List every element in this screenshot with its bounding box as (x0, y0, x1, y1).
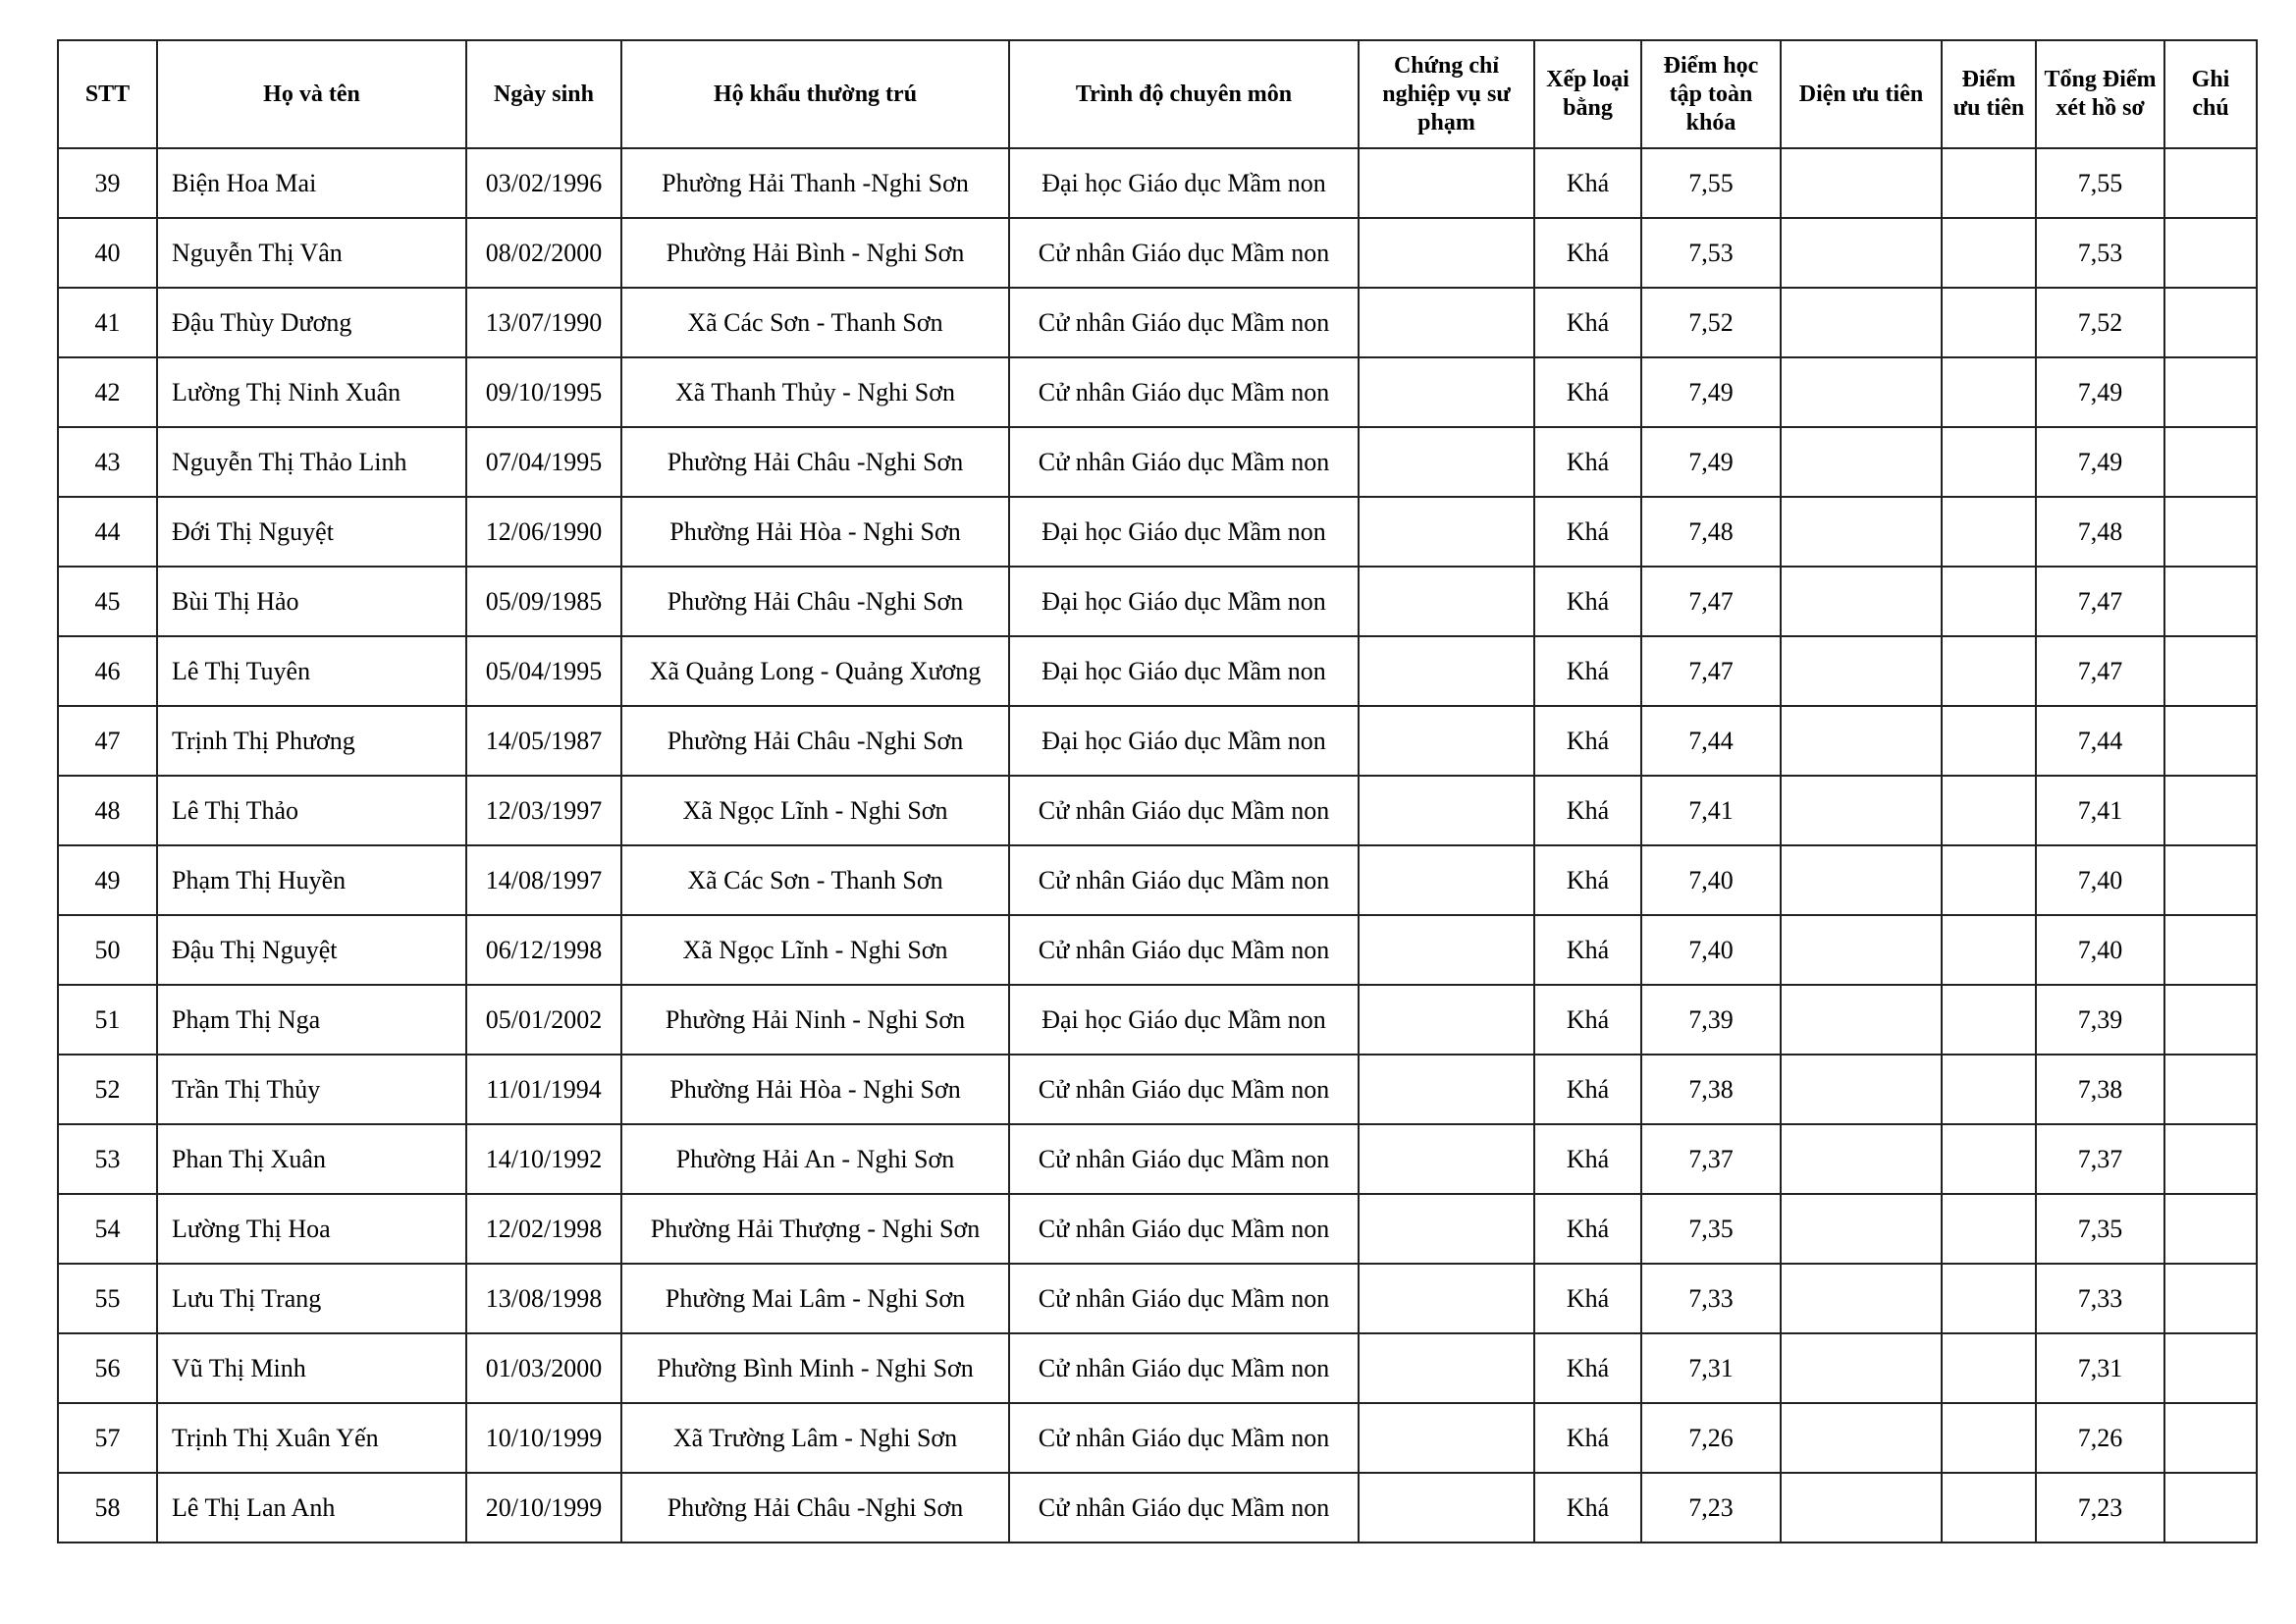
study-score-cell: 7,38 (1641, 1055, 1781, 1124)
priority-group-cell (1781, 915, 1942, 985)
stt-cell: 45 (58, 567, 157, 636)
header-study-score: Điểm học tập toàn khóa (1641, 40, 1781, 148)
table-row (58, 1333, 2257, 1403)
name-cell: Phạm Thị Nga (157, 985, 466, 1055)
study-score-cell: 7,40 (1641, 845, 1781, 915)
qualification-cell: Cử nhân Giáo dục Mầm non (1009, 1124, 1359, 1194)
notes-cell (2164, 357, 2257, 427)
total-score-cell: 7,33 (2036, 1264, 2164, 1333)
notes-cell (2164, 1194, 2257, 1264)
priority-score-cell (1942, 845, 2036, 915)
rank-cell: Khá (1534, 985, 1641, 1055)
study-score-cell: 7,31 (1641, 1333, 1781, 1403)
rank-cell: Khá (1534, 706, 1641, 776)
candidate-table (57, 39, 2258, 1543)
residence-cell: Xã Các Sơn - Thanh Sơn (621, 288, 1009, 357)
study-score-cell: 7,26 (1641, 1403, 1781, 1473)
stt-cell: 42 (58, 357, 157, 427)
priority-score-cell (1942, 567, 2036, 636)
notes-cell (2164, 985, 2257, 1055)
certificate-cell (1359, 1055, 1534, 1124)
header-full-name: Họ và tên (157, 40, 466, 148)
stt-cell: 44 (58, 497, 157, 567)
table-row (58, 218, 2257, 288)
total-score-cell: 7,52 (2036, 288, 2164, 357)
notes-cell (2164, 1473, 2257, 1543)
residence-cell: Phường Hải An - Nghi Sơn (621, 1124, 1009, 1194)
stt-cell: 47 (58, 706, 157, 776)
header-date-of-birth: Ngày sinh (466, 40, 621, 148)
priority-score-cell (1942, 706, 2036, 776)
stt-cell: 49 (58, 845, 157, 915)
priority-group-cell (1781, 1055, 1942, 1124)
priority-score-cell (1942, 915, 2036, 985)
table-body (58, 148, 2257, 1543)
table-row (58, 427, 2257, 497)
name-cell: Nguyễn Thị Vân (157, 218, 466, 288)
priority-group-cell (1781, 218, 1942, 288)
stt-cell: 41 (58, 288, 157, 357)
priority-group-cell (1781, 357, 1942, 427)
name-cell: Lê Thị Lan Anh (157, 1473, 466, 1543)
stt-cell: 43 (58, 427, 157, 497)
table-header-row (58, 40, 2257, 148)
notes-cell (2164, 636, 2257, 706)
header-degree-rank: Xếp loại bằng (1534, 40, 1641, 148)
name-cell: Lường Thị Ninh Xuân (157, 357, 466, 427)
stt-cell: 50 (58, 915, 157, 985)
residence-cell: Phường Hải Bình - Nghi Sơn (621, 218, 1009, 288)
notes-cell (2164, 288, 2257, 357)
name-cell: Nguyễn Thị Thảo Linh (157, 427, 466, 497)
dob-cell: 08/02/2000 (466, 218, 621, 288)
total-score-cell: 7,26 (2036, 1403, 2164, 1473)
priority-score-cell (1942, 427, 2036, 497)
qualification-cell: Cử nhân Giáo dục Mầm non (1009, 218, 1359, 288)
table-row (58, 1124, 2257, 1194)
study-score-cell: 7,52 (1641, 288, 1781, 357)
table-row (58, 357, 2257, 427)
table-row (58, 567, 2257, 636)
residence-cell: Phường Hải Thượng - Nghi Sơn (621, 1194, 1009, 1264)
priority-score-cell (1942, 985, 2036, 1055)
table-row (58, 497, 2257, 567)
rank-cell: Khá (1534, 1403, 1641, 1473)
total-score-cell: 7,53 (2036, 218, 2164, 288)
certificate-cell (1359, 706, 1534, 776)
table-row (58, 1194, 2257, 1264)
notes-cell (2164, 567, 2257, 636)
priority-score-cell (1942, 148, 2036, 218)
qualification-cell: Cử nhân Giáo dục Mầm non (1009, 776, 1359, 845)
dob-cell: 06/12/1998 (466, 915, 621, 985)
name-cell: Trịnh Thị Phương (157, 706, 466, 776)
qualification-cell: Cử nhân Giáo dục Mầm non (1009, 1403, 1359, 1473)
notes-cell (2164, 497, 2257, 567)
qualification-cell: Cử nhân Giáo dục Mầm non (1009, 427, 1359, 497)
study-score-cell: 7,40 (1641, 915, 1781, 985)
total-score-cell: 7,39 (2036, 985, 2164, 1055)
residence-cell: Xã Quảng Long - Quảng Xương (621, 636, 1009, 706)
priority-score-cell (1942, 776, 2036, 845)
stt-cell: 51 (58, 985, 157, 1055)
residence-cell: Phường Hải Thanh -Nghi Sơn (621, 148, 1009, 218)
residence-cell: Phường Hải Hòa - Nghi Sơn (621, 497, 1009, 567)
rank-cell: Khá (1534, 1055, 1641, 1124)
priority-group-cell (1781, 148, 1942, 218)
notes-cell (2164, 218, 2257, 288)
stt-cell: 58 (58, 1473, 157, 1543)
certificate-cell (1359, 218, 1534, 288)
study-score-cell: 7,48 (1641, 497, 1781, 567)
certificate-cell (1359, 497, 1534, 567)
priority-score-cell (1942, 1403, 2036, 1473)
header-permanent-residence: Hộ khẩu thường trú (621, 40, 1009, 148)
total-score-cell: 7,38 (2036, 1055, 2164, 1124)
dob-cell: 03/02/1996 (466, 148, 621, 218)
table-row (58, 1473, 2257, 1543)
name-cell: Lê Thị Tuyên (157, 636, 466, 706)
stt-cell: 54 (58, 1194, 157, 1264)
total-score-cell: 7,49 (2036, 427, 2164, 497)
table-row (58, 636, 2257, 706)
certificate-cell (1359, 985, 1534, 1055)
total-score-cell: 7,47 (2036, 567, 2164, 636)
dob-cell: 12/06/1990 (466, 497, 621, 567)
total-score-cell: 7,23 (2036, 1473, 2164, 1543)
qualification-cell: Đại học Giáo dục Mầm non (1009, 497, 1359, 567)
residence-cell: Phường Hải Châu -Nghi Sơn (621, 1473, 1009, 1543)
name-cell: Lưu Thị Trang (157, 1264, 466, 1333)
stt-cell: 52 (58, 1055, 157, 1124)
study-score-cell: 7,41 (1641, 776, 1781, 845)
rank-cell: Khá (1534, 1333, 1641, 1403)
name-cell: Đới Thị Nguyệt (157, 497, 466, 567)
header-stt: STT (58, 40, 157, 148)
qualification-cell: Đại học Giáo dục Mầm non (1009, 706, 1359, 776)
name-cell: Đậu Thị Nguyệt (157, 915, 466, 985)
dob-cell: 07/04/1995 (466, 427, 621, 497)
priority-group-cell (1781, 845, 1942, 915)
residence-cell: Xã Trường Lâm - Nghi Sơn (621, 1403, 1009, 1473)
certificate-cell (1359, 1124, 1534, 1194)
study-score-cell: 7,35 (1641, 1194, 1781, 1264)
dob-cell: 12/02/1998 (466, 1194, 621, 1264)
study-score-cell: 7,49 (1641, 427, 1781, 497)
rank-cell: Khá (1534, 567, 1641, 636)
residence-cell: Xã Ngọc Lĩnh - Nghi Sơn (621, 776, 1009, 845)
priority-score-cell (1942, 357, 2036, 427)
dob-cell: 05/01/2002 (466, 985, 621, 1055)
notes-cell (2164, 1055, 2257, 1124)
rank-cell: Khá (1534, 636, 1641, 706)
residence-cell: Xã Thanh Thủy - Nghi Sơn (621, 357, 1009, 427)
header-pedagogy-certificate: Chứng chỉ nghiệp vụ sư phạm (1359, 40, 1534, 148)
priority-score-cell (1942, 1333, 2036, 1403)
dob-cell: 13/08/1998 (466, 1264, 621, 1333)
name-cell: Trần Thị Thủy (157, 1055, 466, 1124)
notes-cell (2164, 1403, 2257, 1473)
qualification-cell: Đại học Giáo dục Mầm non (1009, 567, 1359, 636)
certificate-cell (1359, 567, 1534, 636)
qualification-cell: Cử nhân Giáo dục Mầm non (1009, 845, 1359, 915)
rank-cell: Khá (1534, 357, 1641, 427)
dob-cell: 20/10/1999 (466, 1473, 621, 1543)
residence-cell: Phường Mai Lâm - Nghi Sơn (621, 1264, 1009, 1333)
priority-score-cell (1942, 1194, 2036, 1264)
total-score-cell: 7,44 (2036, 706, 2164, 776)
priority-group-cell (1781, 706, 1942, 776)
residence-cell: Phường Hải Châu -Nghi Sơn (621, 567, 1009, 636)
priority-group-cell (1781, 985, 1942, 1055)
notes-cell (2164, 776, 2257, 845)
certificate-cell (1359, 288, 1534, 357)
table-row (58, 288, 2257, 357)
priority-group-cell (1781, 1264, 1942, 1333)
header-qualification: Trình độ chuyên môn (1009, 40, 1359, 148)
residence-cell: Phường Hải Hòa - Nghi Sơn (621, 1055, 1009, 1124)
table-row (58, 1403, 2257, 1473)
name-cell: Phạm Thị Huyền (157, 845, 466, 915)
certificate-cell (1359, 915, 1534, 985)
priority-group-cell (1781, 636, 1942, 706)
qualification-cell: Đại học Giáo dục Mầm non (1009, 148, 1359, 218)
dob-cell: 14/05/1987 (466, 706, 621, 776)
name-cell: Vũ Thị Minh (157, 1333, 466, 1403)
table-row (58, 845, 2257, 915)
rank-cell: Khá (1534, 845, 1641, 915)
total-score-cell: 7,48 (2036, 497, 2164, 567)
total-score-cell: 7,40 (2036, 845, 2164, 915)
total-score-cell: 7,47 (2036, 636, 2164, 706)
rank-cell: Khá (1534, 288, 1641, 357)
name-cell: Lê Thị Thảo (157, 776, 466, 845)
certificate-cell (1359, 1194, 1534, 1264)
total-score-cell: 7,49 (2036, 357, 2164, 427)
header-notes: Ghi chú (2164, 40, 2257, 148)
header-priority-group: Diện ưu tiên (1781, 40, 1942, 148)
priority-group-cell (1781, 1473, 1942, 1543)
priority-score-cell (1942, 1264, 2036, 1333)
study-score-cell: 7,44 (1641, 706, 1781, 776)
residence-cell: Phường Hải Châu -Nghi Sơn (621, 706, 1009, 776)
priority-score-cell (1942, 1055, 2036, 1124)
residence-cell: Phường Bình Minh - Nghi Sơn (621, 1333, 1009, 1403)
priority-group-cell (1781, 567, 1942, 636)
dob-cell: 10/10/1999 (466, 1403, 621, 1473)
dob-cell: 13/07/1990 (466, 288, 621, 357)
rank-cell: Khá (1534, 218, 1641, 288)
certificate-cell (1359, 148, 1534, 218)
stt-cell: 39 (58, 148, 157, 218)
table-row (58, 1055, 2257, 1124)
study-score-cell: 7,53 (1641, 218, 1781, 288)
priority-group-cell (1781, 1194, 1942, 1264)
total-score-cell: 7,35 (2036, 1194, 2164, 1264)
table-row (58, 985, 2257, 1055)
qualification-cell: Cử nhân Giáo dục Mầm non (1009, 1055, 1359, 1124)
name-cell: Phan Thị Xuân (157, 1124, 466, 1194)
certificate-cell (1359, 636, 1534, 706)
stt-cell: 53 (58, 1124, 157, 1194)
name-cell: Lường Thị Hoa (157, 1194, 466, 1264)
notes-cell (2164, 845, 2257, 915)
dob-cell: 09/10/1995 (466, 357, 621, 427)
qualification-cell: Đại học Giáo dục Mầm non (1009, 636, 1359, 706)
qualification-cell: Cử nhân Giáo dục Mầm non (1009, 915, 1359, 985)
priority-score-cell (1942, 497, 2036, 567)
certificate-cell (1359, 1264, 1534, 1333)
rank-cell: Khá (1534, 1194, 1641, 1264)
priority-group-cell (1781, 288, 1942, 357)
total-score-cell: 7,37 (2036, 1124, 2164, 1194)
residence-cell: Xã Ngọc Lĩnh - Nghi Sơn (621, 915, 1009, 985)
stt-cell: 46 (58, 636, 157, 706)
qualification-cell: Đại học Giáo dục Mầm non (1009, 985, 1359, 1055)
certificate-cell (1359, 1403, 1534, 1473)
priority-score-cell (1942, 288, 2036, 357)
total-score-cell: 7,41 (2036, 776, 2164, 845)
priority-score-cell (1942, 1473, 2036, 1543)
total-score-cell: 7,31 (2036, 1333, 2164, 1403)
name-cell: Trịnh Thị Xuân Yến (157, 1403, 466, 1473)
total-score-cell: 7,40 (2036, 915, 2164, 985)
notes-cell (2164, 148, 2257, 218)
notes-cell (2164, 1264, 2257, 1333)
priority-score-cell (1942, 218, 2036, 288)
notes-cell (2164, 706, 2257, 776)
stt-cell: 40 (58, 218, 157, 288)
qualification-cell: Cử nhân Giáo dục Mầm non (1009, 1264, 1359, 1333)
qualification-cell: Cử nhân Giáo dục Mầm non (1009, 1333, 1359, 1403)
priority-group-cell (1781, 1124, 1942, 1194)
rank-cell: Khá (1534, 776, 1641, 845)
study-score-cell: 7,49 (1641, 357, 1781, 427)
study-score-cell: 7,23 (1641, 1473, 1781, 1543)
rank-cell: Khá (1534, 915, 1641, 985)
residence-cell: Phường Hải Ninh - Nghi Sơn (621, 985, 1009, 1055)
study-score-cell: 7,33 (1641, 1264, 1781, 1333)
dob-cell: 01/03/2000 (466, 1333, 621, 1403)
qualification-cell: Cử nhân Giáo dục Mầm non (1009, 1194, 1359, 1264)
rank-cell: Khá (1534, 1473, 1641, 1543)
certificate-cell (1359, 357, 1534, 427)
total-score-cell: 7,55 (2036, 148, 2164, 218)
priority-group-cell (1781, 1403, 1942, 1473)
priority-score-cell (1942, 1124, 2036, 1194)
notes-cell (2164, 1124, 2257, 1194)
header-priority-score: Điểm ưu tiên (1942, 40, 2036, 148)
study-score-cell: 7,47 (1641, 567, 1781, 636)
dob-cell: 05/09/1985 (466, 567, 621, 636)
dob-cell: 05/04/1995 (466, 636, 621, 706)
table-row (58, 148, 2257, 218)
qualification-cell: Cử nhân Giáo dục Mầm non (1009, 1473, 1359, 1543)
stt-cell: 56 (58, 1333, 157, 1403)
name-cell: Đậu Thùy Dương (157, 288, 466, 357)
name-cell: Biện Hoa Mai (157, 148, 466, 218)
table-row (58, 1264, 2257, 1333)
notes-cell (2164, 1333, 2257, 1403)
study-score-cell: 7,39 (1641, 985, 1781, 1055)
table-row (58, 776, 2257, 845)
certificate-cell (1359, 427, 1534, 497)
table-row (58, 915, 2257, 985)
residence-cell: Xã Các Sơn - Thanh Sơn (621, 845, 1009, 915)
certificate-cell (1359, 776, 1534, 845)
certificate-cell (1359, 845, 1534, 915)
name-cell: Bùi Thị Hảo (157, 567, 466, 636)
rank-cell: Khá (1534, 497, 1641, 567)
table-row (58, 706, 2257, 776)
study-score-cell: 7,37 (1641, 1124, 1781, 1194)
rank-cell: Khá (1534, 427, 1641, 497)
priority-group-cell (1781, 427, 1942, 497)
priority-group-cell (1781, 1333, 1942, 1403)
rank-cell: Khá (1534, 1264, 1641, 1333)
priority-group-cell (1781, 497, 1942, 567)
rank-cell: Khá (1534, 148, 1641, 218)
qualification-cell: Cử nhân Giáo dục Mầm non (1009, 288, 1359, 357)
rank-cell: Khá (1534, 1124, 1641, 1194)
certificate-cell (1359, 1473, 1534, 1543)
stt-cell: 55 (58, 1264, 157, 1333)
dob-cell: 14/10/1992 (466, 1124, 621, 1194)
priority-group-cell (1781, 776, 1942, 845)
stt-cell: 57 (58, 1403, 157, 1473)
priority-score-cell (1942, 636, 2036, 706)
study-score-cell: 7,47 (1641, 636, 1781, 706)
notes-cell (2164, 427, 2257, 497)
residence-cell: Phường Hải Châu -Nghi Sơn (621, 427, 1009, 497)
dob-cell: 14/08/1997 (466, 845, 621, 915)
dob-cell: 12/03/1997 (466, 776, 621, 845)
certificate-cell (1359, 1333, 1534, 1403)
notes-cell (2164, 915, 2257, 985)
stt-cell: 48 (58, 776, 157, 845)
header-total-score: Tổng Điểm xét hồ sơ (2036, 40, 2164, 148)
qualification-cell: Cử nhân Giáo dục Mầm non (1009, 357, 1359, 427)
dob-cell: 11/01/1994 (466, 1055, 621, 1124)
study-score-cell: 7,55 (1641, 148, 1781, 218)
